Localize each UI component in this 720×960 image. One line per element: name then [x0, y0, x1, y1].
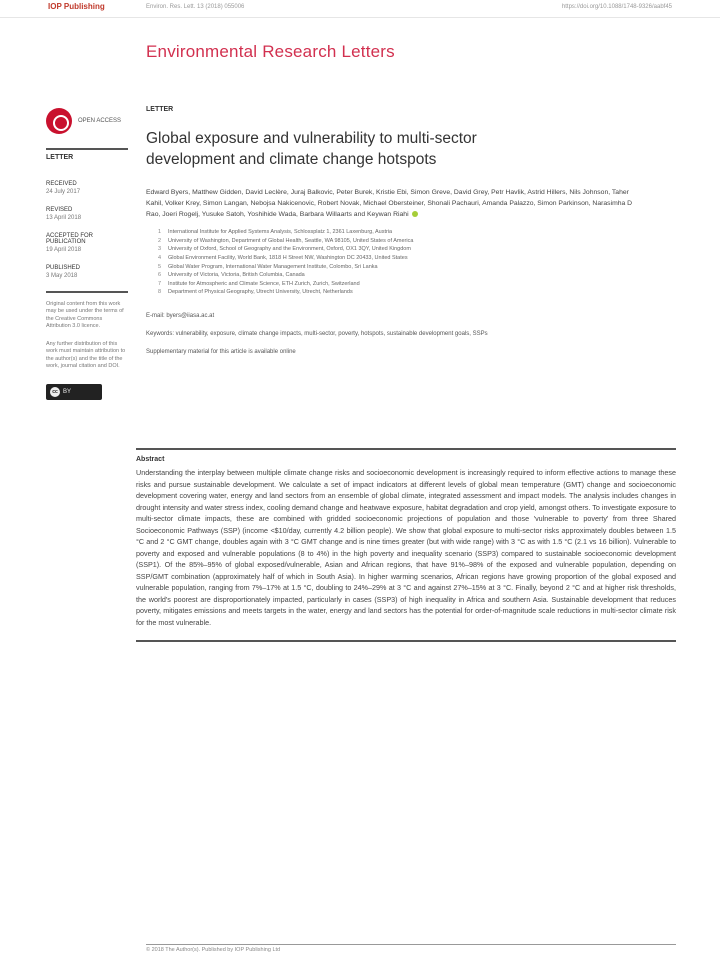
orcid-icon[interactable]: [412, 211, 418, 217]
sidebar-divider-2: [46, 291, 128, 293]
header-citation: Environ. Res. Lett. 13 (2018) 055006: [146, 4, 245, 10]
supplementary-note[interactable]: Supplementary material for this article is available online: [146, 348, 296, 355]
open-access-logo: [46, 104, 128, 138]
sidebar-divider: [46, 148, 128, 150]
license-notice[interactable]: Original content from this work may be used under the terms of the Creative Commons Attribution 3.0 licence.: [46, 301, 124, 330]
abstract-section: [136, 448, 676, 642]
author-list: [146, 187, 646, 221]
journal-title[interactable]: Environmental Research Letters: [146, 42, 395, 61]
cc-by-label: BY: [63, 389, 72, 396]
date-published: PUBLISHED 3 May 2018: [46, 265, 81, 279]
date-revised: REVISED 13 April 2018: [46, 207, 82, 221]
date-accepted: ACCEPTED FOR PUBLICATION 19 April 2018: [46, 233, 94, 253]
top-header-bar: [0, 0, 720, 18]
abstract-divider: [136, 640, 676, 642]
section-label: LETTER: [46, 154, 74, 161]
affiliation-item: 7 Institute for Atmospheric and Climate Science, ETH Zurich, Zurich, Switzerland: [158, 280, 360, 287]
attribution-notice: Any further distribution of this work must maintain attribution to the author(s) and the title of the work, journal citation and DOI.: [46, 340, 126, 369]
affiliation-item: 2 University of Washington, Department of Global Health, Seattle, WA 98105, United States of America: [158, 237, 414, 244]
affiliation-item: 1 International Institute for Applied Systems Analysis, Schlossplatz 1, 2361 Laxenburg, Austria: [158, 229, 393, 236]
abstract-text: Understanding the interplay between multiple climate change risks and socioeconomic development is increasingly required to inform effective actions to manage these risks and pursue sustainable development. We calculate a set of impact indicators at different levels of global mean temperature (GMT) change and socioeconomic development covering water, energy and land sectors from an ensemble of global climate, integrated assessment and impact models. The analysis includes changes in drought intensity and water stress index, cooling demand change and heatwave exposure, habitat degradation and crop yield, amongst others. To investigate exposure to multi-sector climate impacts, these are combined with gridded socioeconomic projections of population and those 'vulnerable to poverty' from three Shared Socioeconomic Pathways (SSP) (income <$10/day, currently 4.2 billion people). We show that global exposure to multi-sector risks approximately doubles between 1.5 °C and 2 °C GMT change, doubles again with 3 °C GMT change and is nine times greater (but with wide range) with 3 °C as with 1.5 °C (2.1 vs 16 billion). Vulnerable to poverty and exposed and vulnerable populations (8 to 4%) in the high poverty and inequality scenario (SSP3) compared to sustainable socioeconomic development (SSP1). Of the 85%–95% of global exposed/vulnerable, Asian and African regions, that have 91%–98% of the exposed and vulnerable population, depending on SSP/GMT combination (approximately half of which in South Asia). In higher warming scenarios, African regions have growing proportion of the global exposed and vulnerable population, ranging from 7%–17% at 1.5 °C, doubling to 24%–29% at 3 °C and against 27%–15% at 3 °C. Finally, beyond 2 °C and at higher risk thresholds, the world's poorest are disproportionately impacted, particularly in cases (SSP3) of high inequality in Africa and southern Asia. Sustainable development that reduces poverty, mitigates emissions and meets targets in the water, energy and land sectors has the potential for order-of-magnitude scale reductions in multi-sector climate risk for the most vulnerable.: [136, 468, 676, 627]
date-received: RECEIVED 24 July 2017: [46, 181, 81, 195]
affiliation-item: 5 Global Water Program, International Water Management Institute, Colombo, Sri Lanka: [158, 263, 378, 270]
open-access-icon: [46, 108, 72, 134]
cc-icon: cc: [50, 387, 60, 397]
publisher-logo[interactable]: IOP Publishing: [48, 2, 105, 11]
publication-dates: [46, 181, 128, 279]
affiliation-item: 3 University of Oxford, School of Geography and the Environment, Oxford, OX1 3QY, United Kingdom: [158, 246, 411, 253]
affiliation-item: 6 University of Victoria, Victoria, British Columbia, Canada: [158, 272, 305, 279]
sidebar: [46, 104, 128, 400]
creative-commons-badge[interactable]: [46, 384, 102, 400]
footer-divider: [146, 944, 676, 945]
keywords: Keywords: vulnerability, exposure, climate change impacts, multi-sector, poverty, hotspots, sustainable development goals, SSPs: [146, 330, 488, 337]
article-header: [146, 106, 676, 355]
open-access-label: OPEN ACCESS: [78, 118, 122, 124]
affiliation-list: [146, 228, 676, 296]
article-type: LETTER: [146, 106, 174, 113]
affiliation-item: 8 Department of Physical Geography, Utrecht University, Utrecht, Netherlands: [158, 289, 353, 296]
affiliation-item: 4 Global Environment Facility, World Bank, 1818 H Street NW, Washington DC 20433, United States: [158, 255, 408, 261]
authors-text[interactable]: Edward Byers, Matthew Gidden, David Leclère, Juraj Balkovic, Peter Burek, Kristie Ebi, Simon Greve, David Grey, Petr Havlik, Astrid Hillers, Nils Johnson, Taher Kahil, Volker Krey, Simon Langan, Nebojsa Nakicenovic, Robert Novak, Michael Obersteiner, Shonali Pachauri, Amanda Palazzo, Simon Parkinson, Narasimha D Rao, Joeri Rogelj, Yusuke Satoh, Yoshihide Wada, Barbara Willaarts and Keywan Riahi: [146, 188, 633, 219]
header-doi[interactable]: https://doi.org/10.1088/1748-9326/aabf45: [561, 4, 672, 10]
corresponding-author-email[interactable]: E-mail: byers@iiasa.ac.at: [146, 312, 215, 319]
footer-copyright: © 2018 The Author(s). Published by IOP Publishing Ltd: [146, 947, 281, 953]
paper-title: Global exposure and vulnerability to multi-sector development and climate change hotspots: [146, 130, 477, 168]
abstract-heading: Abstract: [136, 456, 165, 463]
